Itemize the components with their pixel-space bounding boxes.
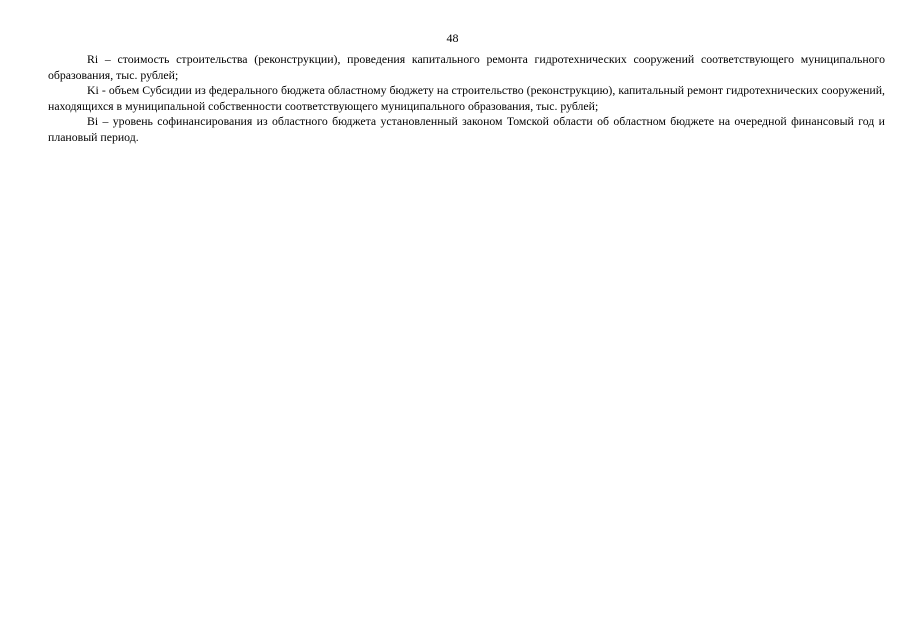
paragraph-ki-definition: Ki - объем Субсидии из федерального бюджета областному бюджету на строительство (реконструкцию), капитальный ремонт гидротехнических сооружений, находящихся в муниципальной собственности соответствующего муниципального образования, тыс. рублей;: [48, 83, 885, 113]
paragraph-bi-definition: Bi – уровень софинансирования из областного бюджета установленный законом Томской области об областном бюджете на очередной финансовый год и плановый период.: [48, 114, 885, 144]
page-number: 48: [446, 31, 459, 45]
document-body: [48, 52, 885, 145]
paragraph-ri-definition: Ri – стоимость строительства (реконструкции), проведения капитального ремонта гидротехнических сооружений соответствующего муниципального образования, тыс. рублей;: [48, 52, 885, 82]
